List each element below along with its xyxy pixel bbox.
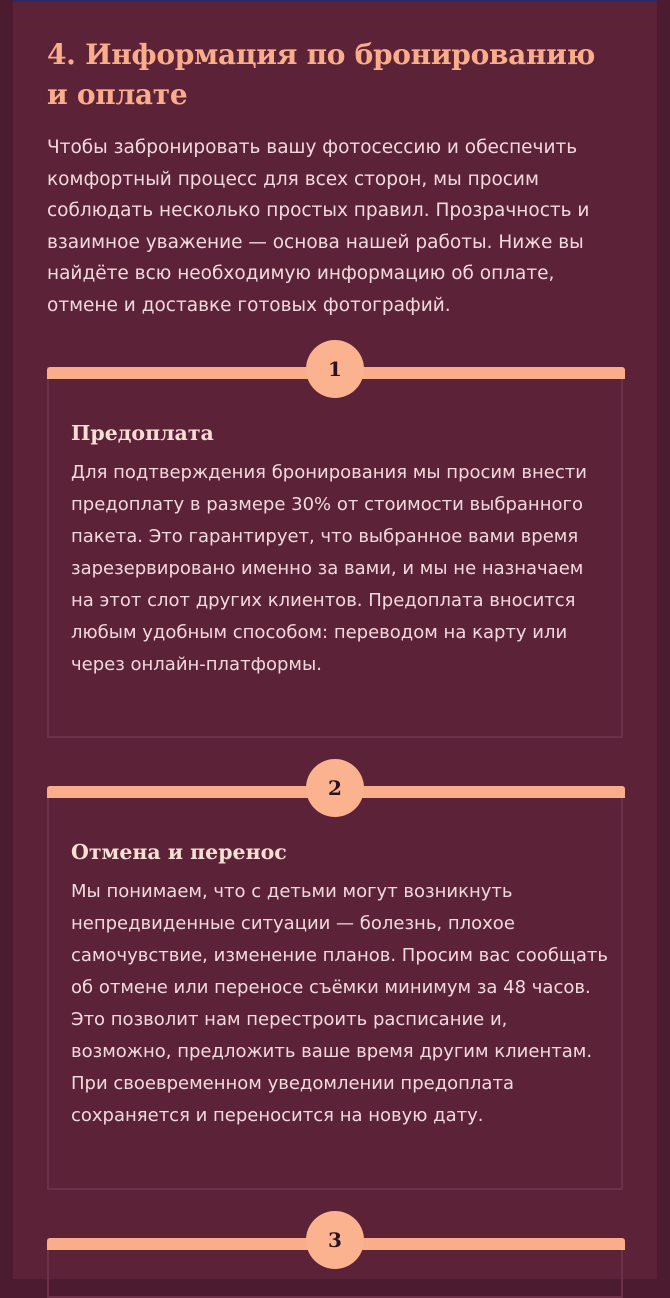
card-number-badge: 2	[306, 759, 364, 817]
card-text: Для подтверждения бронирования мы просим внести предоплату в размере 30% от стоимости выбранного пакета. Это гарантирует, что выбранное вами время зарезервировано именно за вами, и мы не назначаем на этот слот других клиентов. Предоплата вносится любым удобным способом: переводом на карту или через онлайн-платформы.	[71, 462, 587, 675]
card-title: Предоплата	[71, 421, 214, 445]
page-panel	[13, 0, 657, 1279]
card-prepayment	[47, 357, 623, 738]
card-title: Отмена и перенос	[71, 840, 287, 864]
card-text: Мы понимаем, что с детьми могут возникнуть непредвиденные ситуации — болезнь, плохое самочувствие, изменение планов. Просим вас сообщать об отмене или переносе съёмки минимум за 48 часов. Это позволит нам перестроить расписание и, возможно, предложить ваше время другим клиентам. При своевременном уведомлении предоплата сохраняется и переносится на новую дату.	[71, 881, 609, 1126]
section-title: 4. Информация по бронированию и оплате	[47, 38, 596, 111]
card-number-badge: 1	[306, 340, 364, 398]
card-third	[47, 1228, 623, 1298]
section-intro: Чтобы забронировать вашу фотосессию и обеспечить комфортный процесс для всех сторон, мы просим соблюдать несколько простых правил. Прозрачность и взаимное уважение — основа нашей работы. Ниже вы найдёте всю необходимую информацию об оплате, отмене и доставке готовых фотографий.	[47, 137, 590, 316]
card-cancellation	[47, 776, 623, 1190]
card-number-badge: 3	[306, 1211, 364, 1269]
